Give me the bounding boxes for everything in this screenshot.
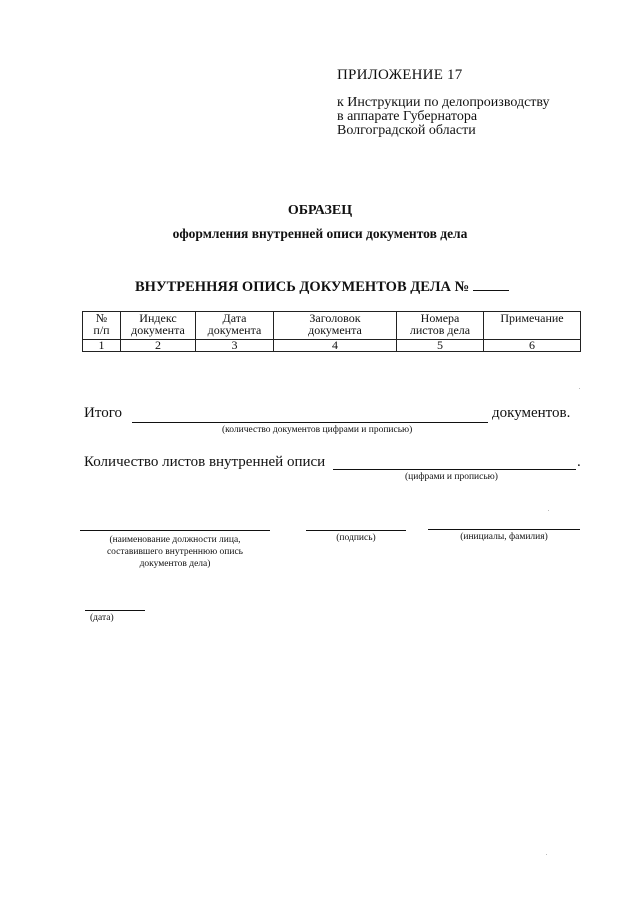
sheets-caption: (цифрами и прописью): [405, 472, 498, 482]
appendix-line: Волгоградской области: [337, 123, 476, 138]
column-number-cell: 5: [397, 340, 484, 352]
scan-speck: [579, 388, 580, 389]
header-line: п/п: [93, 323, 110, 337]
date-blank-line: [85, 610, 145, 611]
header-line: документа: [207, 323, 262, 337]
header-cell-index: [121, 312, 196, 340]
header-line: Заголовок: [309, 311, 361, 325]
header-line: Дата: [222, 311, 247, 325]
header-line: документа: [308, 323, 362, 337]
inventory-heading: [135, 278, 509, 296]
inventory-table: [82, 311, 581, 352]
column-number-cell: 1: [83, 340, 121, 352]
total-suffix: документов.: [492, 405, 571, 421]
caption-line: (наименование должности лица,: [109, 535, 241, 545]
header-line: Номера: [420, 311, 460, 325]
table-header-row: [83, 312, 581, 340]
sample-subtitle: оформления внутренней описи документов дела: [172, 226, 468, 241]
sample-title: ОБРАЗЕЦ: [287, 203, 353, 218]
appendix-line: к Инструкции по делопроизводству: [337, 95, 550, 110]
scan-speck: [546, 854, 547, 855]
header-line: листов дела: [409, 323, 471, 337]
header-line: Индекс: [139, 311, 177, 325]
header-line: №: [95, 311, 108, 325]
header-cell-sheets: [397, 312, 484, 340]
inventory-heading-text: ВНУТРЕННЯЯ ОПИСЬ ДОКУМЕНТОВ ДЕЛА №: [135, 279, 470, 295]
case-number-blank: [473, 278, 509, 291]
appendix-title: ПРИЛОЖЕНИЕ 17: [337, 67, 463, 83]
table-number-row: [83, 340, 581, 352]
caption-line: составившего внутреннюю опись: [106, 547, 244, 557]
total-blank-line: [132, 422, 488, 423]
scan-speck: [548, 510, 549, 511]
signature-blank-line: [306, 530, 406, 531]
header-line: Примечание: [500, 311, 564, 325]
column-number-cell: 2: [121, 340, 196, 352]
sheets-blank-line: [333, 469, 576, 470]
appendix-line: в аппарате Губернатора: [337, 109, 478, 124]
total-caption: (количество документов цифрами и прописью): [222, 425, 413, 435]
position-caption: [72, 534, 278, 570]
position-blank-line: [80, 530, 270, 531]
header-cell-date: [196, 312, 274, 340]
header-line: документа: [131, 323, 185, 337]
sheets-dot: .: [577, 454, 581, 470]
name-blank-line: [428, 529, 580, 530]
caption-line: документов дела): [139, 559, 211, 569]
signature-caption: (подпись): [336, 533, 376, 543]
sheets-label: Количество листов внутренней описи: [84, 454, 326, 470]
header-cell-note: [484, 312, 581, 340]
column-number-cell: 6: [484, 340, 581, 352]
date-caption: (дата): [90, 613, 114, 623]
name-caption: (инициалы, фамилия): [460, 532, 548, 542]
column-number-cell: 4: [274, 340, 397, 352]
column-number-cell: 3: [196, 340, 274, 352]
total-label: Итого: [84, 405, 122, 421]
header-cell-title: [274, 312, 397, 340]
header-cell-number: [83, 312, 121, 340]
